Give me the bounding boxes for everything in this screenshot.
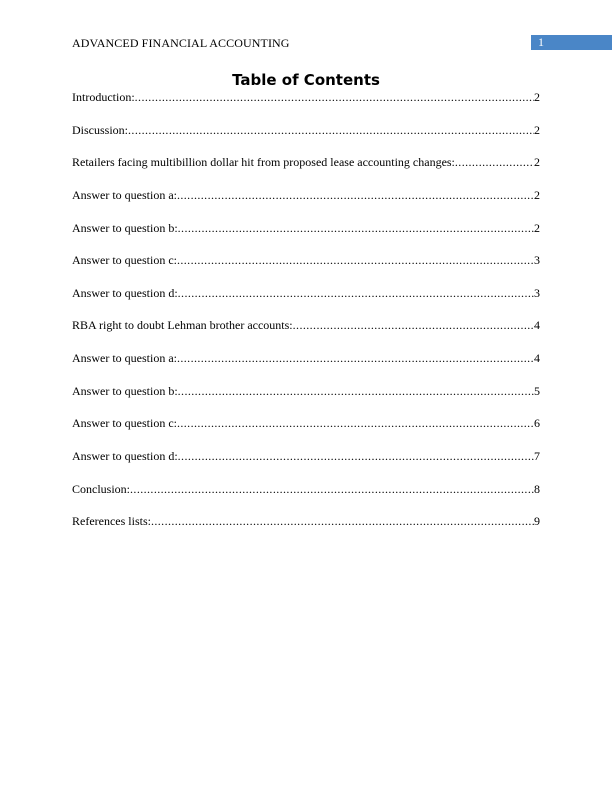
toc-entry-text: Answer to question a:	[72, 187, 177, 202]
toc-entry-discussion[interactable]	[72, 123, 540, 156]
toc-entry-text: Answer to question b:	[72, 383, 178, 398]
toc-entry-answer-b-1[interactable]	[72, 221, 540, 254]
toc-entry-text: Answer to question a:	[72, 351, 177, 366]
toc-dot-leader	[135, 90, 534, 105]
toc-entry-page: 2	[534, 220, 540, 235]
toc-entry-retailers-lease[interactable]	[72, 155, 540, 188]
toc-entry-page: 2	[534, 187, 540, 202]
toc-entry-page: 2	[534, 90, 540, 104]
page-number: 1	[538, 35, 544, 49]
toc-dot-leader	[177, 188, 534, 203]
toc-entry-answer-c-2[interactable]	[72, 416, 540, 449]
toc-entry-text: Conclusion:	[72, 481, 131, 496]
toc-dot-leader	[177, 351, 534, 366]
page-header	[72, 35, 544, 52]
toc-entry-page: 2	[534, 122, 540, 137]
toc-entry-page: 4	[534, 318, 540, 333]
toc-list	[72, 90, 540, 547]
toc-dot-leader	[178, 221, 534, 236]
toc-entry-page: 3	[534, 253, 540, 268]
header-title: ADVANCED FINANCIAL ACCOUNTING	[72, 36, 290, 50]
toc-entry-answer-a-2[interactable]	[72, 351, 540, 384]
toc-entry-page: 9	[534, 514, 540, 529]
toc-entry-page: 7	[534, 449, 540, 464]
toc-entry-page: 2	[534, 155, 540, 170]
toc-entry-page: 8	[534, 481, 540, 496]
toc-entry-answer-d-2[interactable]	[72, 449, 540, 482]
toc-dot-leader	[455, 155, 534, 170]
toc-dot-leader	[293, 318, 534, 333]
toc-entry-page: 3	[534, 285, 540, 300]
toc-entry-answer-c-1[interactable]	[72, 253, 540, 286]
toc-entry-text: Answer to question c:	[72, 253, 177, 268]
toc-dot-leader	[151, 514, 534, 529]
toc-entry-references[interactable]	[72, 514, 540, 547]
toc-entry-introduction[interactable]	[72, 90, 540, 123]
page-number-badge	[531, 35, 612, 50]
toc-entry-text: RBA right to doubt Lehman brother accounts:	[72, 318, 293, 333]
toc-dot-leader	[177, 253, 534, 268]
toc-dot-leader	[177, 416, 534, 431]
toc-entry-text: Answer to question d:	[72, 449, 178, 464]
toc-dot-leader	[128, 123, 534, 138]
toc-dot-leader	[178, 286, 534, 301]
toc-entry-text: Discussion:	[72, 122, 129, 137]
toc-entry-answer-b-2[interactable]	[72, 384, 540, 417]
toc-entry-text: Introduction:	[72, 90, 135, 104]
toc-entry-conclusion[interactable]	[72, 482, 540, 515]
toc-dot-leader	[178, 449, 534, 464]
toc-entry-text: References lists:	[72, 514, 151, 529]
toc-heading: Table of Contents	[232, 71, 380, 89]
toc-dot-leader	[130, 482, 534, 497]
toc-entry-rba-lehman[interactable]	[72, 318, 540, 351]
toc-entry-page: 6	[534, 416, 540, 431]
toc-entry-text: Answer to question b:	[72, 220, 178, 235]
toc-entry-text: Answer to question d:	[72, 285, 178, 300]
toc-entry-page: 4	[534, 351, 540, 366]
toc-entry-text: Answer to question c:	[72, 416, 177, 431]
toc-entry-page: 5	[534, 383, 540, 398]
toc-entry-text: Retailers facing multibillion dollar hit from proposed lease accounting changes:	[72, 155, 455, 170]
toc-entry-answer-d-1[interactable]	[72, 286, 540, 319]
toc-dot-leader	[178, 384, 534, 399]
toc-entry-answer-a-1[interactable]	[72, 188, 540, 221]
